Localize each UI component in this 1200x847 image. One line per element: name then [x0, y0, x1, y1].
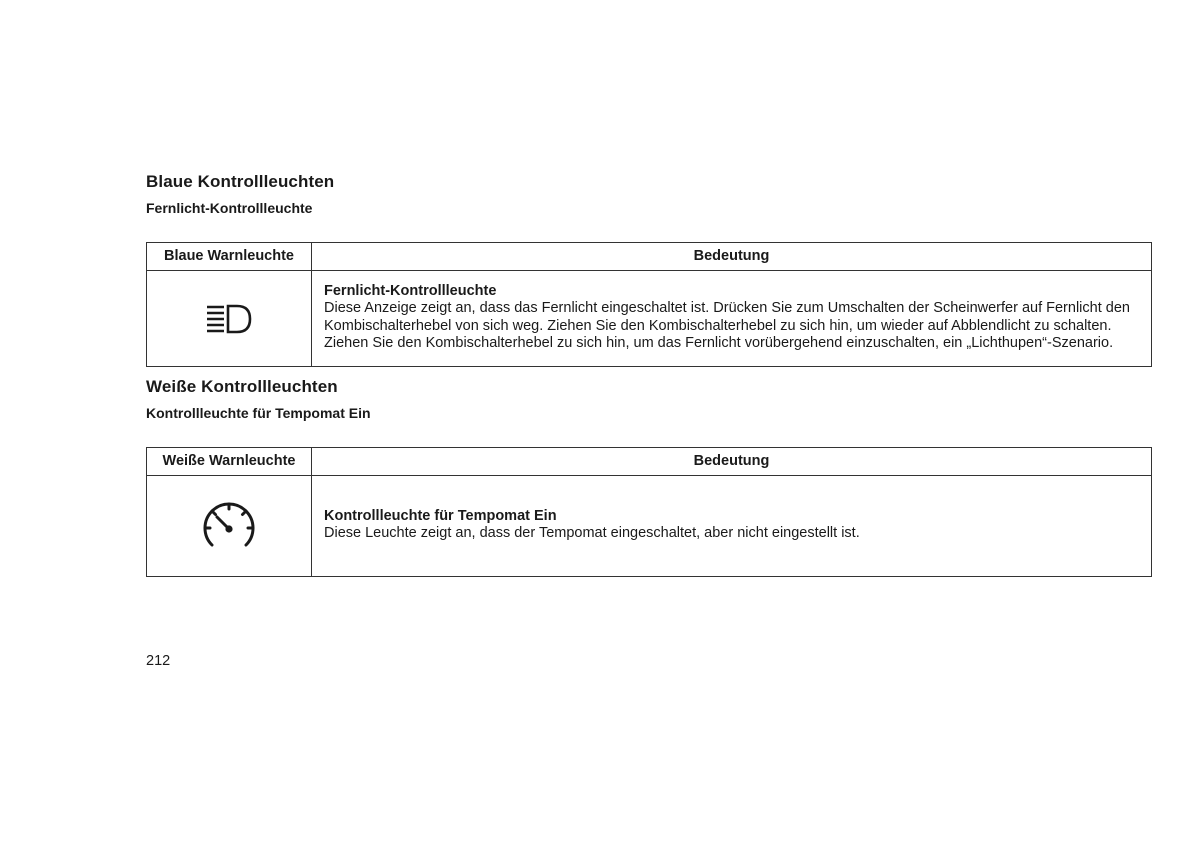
section-heading-blue-lamps: Blaue Kontrollleuchten	[146, 172, 335, 191]
table-header-lamp: Weiße Warnleuchte	[147, 448, 312, 476]
lamp-title: Kontrollleuchte für Tempomat Ein	[324, 507, 557, 524]
table-row	[147, 271, 1152, 367]
lamp-description: Diese Leuchte zeigt an, dass der Tempomat eingeschaltet, aber nicht eingestellt ist.	[324, 525, 860, 541]
white-lamp-table	[146, 447, 1152, 577]
table-row	[147, 476, 1152, 577]
lamp-title: Fernlicht-Kontrollleuchte	[324, 282, 497, 299]
lamp-icon-cell	[147, 271, 312, 367]
table-header-row	[147, 448, 1152, 476]
lamp-description: Diese Anzeige zeigt an, dass das Fernlicht eingeschaltet ist. Drücken Sie zum Umschalten der Scheinwerfer auf Fernlicht den Kombischalterhebel von sich weg. Ziehen Sie den Kombischalterhebel zu sich hin, um wieder auf Abblendlicht zu schalten. Ziehen Sie den Kombischalterhebel zu sich hin, um das Fernlicht vorübergehend einzuschalten, ein „Lichthupen“-Szenario.	[324, 300, 1130, 351]
table-header-meaning: Bedeutung	[312, 243, 1152, 271]
page-number: 212	[146, 653, 171, 669]
lamp-description-cell	[312, 271, 1152, 367]
table-header-lamp: Blaue Warnleuchte	[147, 243, 312, 271]
lamp-icon-cell	[147, 476, 312, 577]
cruise-control-icon	[199, 500, 259, 552]
section-subheading-cruise-control: Kontrollleuchte für Tempomat Ein	[146, 405, 371, 421]
lamp-description-cell	[312, 476, 1152, 577]
section-heading-white-lamps: Weiße Kontrollleuchten	[146, 377, 338, 396]
section-subheading-high-beam: Fernlicht-Kontrollleuchte	[146, 200, 313, 216]
table-header-row	[147, 243, 1152, 271]
high-beam-icon	[205, 304, 253, 334]
table-header-meaning: Bedeutung	[312, 448, 1152, 476]
blue-lamp-table	[146, 242, 1152, 367]
